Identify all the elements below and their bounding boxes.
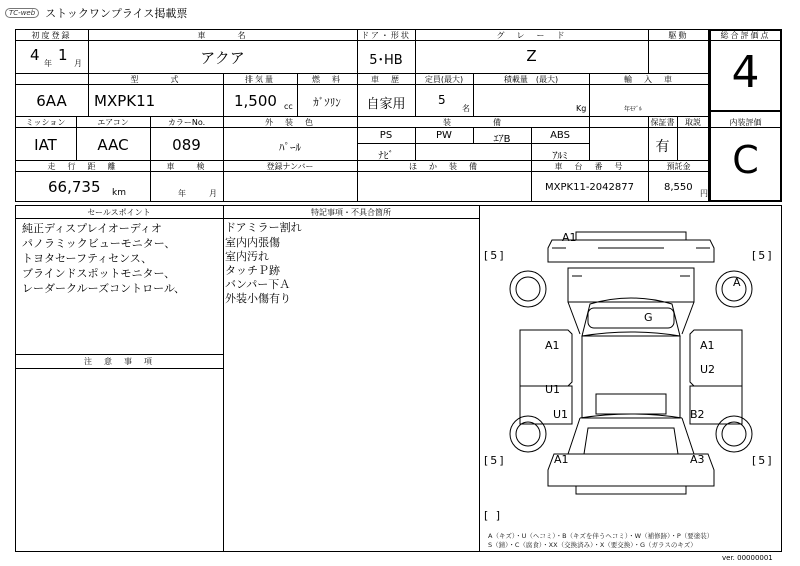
right-door-front	[690, 330, 742, 386]
deposit-unit: 円	[700, 189, 708, 198]
label-chassis-no: 車 台 番 号	[554, 162, 625, 171]
label-remarks: 特記事項・不具合箇所	[311, 208, 391, 217]
label-color-no: カラーNo.	[167, 118, 206, 127]
label-grade: グ レ ー ド	[496, 31, 567, 40]
damage-mark-right-front-wheel: A	[733, 276, 741, 289]
fuel: ｶﾞｿﾘﾝ	[313, 96, 341, 109]
label-capacity: 定員(最大)	[424, 75, 464, 84]
label-load: 積載量 (最大)	[503, 75, 559, 84]
car-name: アクア	[200, 49, 245, 67]
equip-alloy: ｱﾙﾐ	[552, 151, 568, 162]
inspection-month-unit: 月	[209, 189, 217, 198]
equip-ps: PS	[379, 130, 393, 141]
remark-2: 室内内張傷	[225, 236, 280, 249]
capacity: 5	[438, 93, 446, 107]
page-header	[5, 5, 187, 21]
damage-mark-right-door: A1	[700, 339, 715, 352]
label-warranty: 保証書	[650, 118, 675, 127]
damage-mark-left-rear-quarter: U1	[553, 408, 569, 421]
label-door-shape: ドア・形状	[361, 31, 411, 40]
mileage: 66,735	[48, 178, 101, 196]
label-fuel: 燃 料	[312, 75, 342, 84]
history: 自家用	[366, 97, 406, 112]
grade: Z	[526, 47, 537, 65]
windshield	[582, 298, 680, 336]
label-model: 型 式	[130, 75, 181, 84]
tire-depth-front-right: [5]	[752, 249, 774, 262]
reg-year: 4	[30, 46, 40, 64]
spare-tire-depth: [ ]	[484, 509, 503, 522]
damage-mark-rear-right: A3	[690, 453, 705, 466]
company-logo: TC-web	[5, 8, 39, 18]
label-mileage: 走 行 距 離	[47, 162, 118, 171]
hood	[568, 268, 694, 302]
mileage-unit: km	[112, 188, 126, 198]
chassis-no: MXPK11-2042877	[545, 182, 634, 193]
label-plate: 登録ナンバー	[266, 162, 314, 171]
label-aircon: エアコン	[97, 118, 129, 127]
model-prefix: 6AA	[36, 92, 67, 110]
load-unit: Kg	[576, 104, 587, 113]
label-mission: ミッション	[25, 118, 66, 127]
label-displacement: 排気量	[245, 75, 275, 84]
ext-color: ﾊﾟｰﾙ	[279, 141, 301, 154]
label-equipment: 装 備	[443, 118, 503, 127]
damage-mark-right-rear-quarter: B2	[690, 408, 705, 421]
front-grille-outline	[576, 232, 686, 240]
sales-point-5: レーダークルーズコントロール、	[22, 282, 186, 295]
label-overall-score: 総合評価点	[720, 31, 771, 40]
tire-depth-front-left: [5]	[484, 249, 506, 262]
tire-depth-rear-left: [5]	[484, 454, 506, 467]
aircon: AAC	[97, 136, 129, 154]
overall-score: 4	[731, 47, 760, 98]
damage-mark-rear-left: A1	[554, 453, 569, 466]
remark-6: 外装小傷有り	[225, 292, 291, 305]
damage-legend-line-2: S（錆）・C（腐食）・XX（交換済み）・X（要交換）・G（ガラスのキズ）	[488, 541, 697, 549]
damage-mark-right-door-lower: U2	[700, 363, 716, 376]
sales-point-2: パノラミックビューモニター、	[22, 237, 176, 250]
label-history: 車 歴	[371, 75, 401, 84]
model-code: MXPK11	[94, 92, 156, 110]
tire-depth-rear-right: [5]	[752, 454, 774, 467]
label-interior-score: 内装評価	[729, 118, 762, 127]
label-ext-color: 外 装 色	[265, 118, 315, 127]
door-shape: 5･HB	[369, 53, 403, 68]
inspection-year-unit: 年	[178, 189, 186, 198]
wheel-rear-right	[716, 416, 752, 452]
rear-valance-outline	[576, 486, 686, 494]
sales-point-1: 純正ディスプレイオーディオ	[22, 222, 162, 235]
page-title: ストックワンプライス掲載票	[45, 7, 188, 20]
import-unit: 年ﾓﾃﾞﾙ	[624, 106, 643, 113]
label-first-reg: 初度登録	[31, 31, 72, 40]
equip-airbag: ｴｱB	[493, 134, 511, 145]
label-sales-point: セールスポイント	[87, 208, 151, 217]
remark-1: ドアミラー割れ	[225, 221, 302, 234]
label-car-name: 車 名	[197, 31, 248, 40]
displacement-unit: cc	[284, 102, 293, 111]
displacement: 1,500	[234, 92, 277, 110]
label-caution: 注 意 事 項	[84, 357, 154, 366]
interior-score: C	[732, 138, 759, 182]
trunk-lid	[596, 394, 666, 414]
label-other-equip: ほ か 装 備	[409, 162, 479, 171]
remark-3: 室内汚れ	[225, 250, 269, 263]
remark-4: タッチＰ跡	[225, 264, 280, 277]
damage-mark-left-door: A1	[545, 339, 560, 352]
rear-window	[584, 428, 678, 454]
damage-mark-left-rear-door: U1	[545, 383, 561, 396]
label-import: 輸 入 車	[624, 75, 674, 84]
damage-mark-front-bumper: A1	[562, 231, 577, 244]
color-no: 089	[172, 136, 201, 154]
wheel-front-left	[510, 271, 546, 307]
sales-point-4: ブラインドスポットモニター、	[22, 267, 176, 280]
sales-point-3: トヨタセーフティセンス、	[22, 252, 153, 265]
warranty: 有	[655, 139, 670, 155]
equip-navi: ﾅﾋﾞ	[378, 151, 394, 162]
reg-month: 1	[58, 46, 68, 64]
damage-legend-line-1: A（キズ）・U（ヘコミ）・B（キズを伴うヘコミ）・W（補修跡）・P（要塗装）	[488, 532, 714, 540]
deposit: 8,550	[664, 182, 693, 193]
mission: IAT	[34, 136, 57, 154]
equip-abs: ABS	[550, 130, 570, 141]
label-manual: 取説	[685, 118, 701, 127]
roof	[582, 336, 680, 418]
remark-5: バンパー下Ａ	[225, 278, 291, 291]
reg-year-unit: 年	[44, 59, 52, 68]
version-label: ver. 00000001	[722, 554, 773, 562]
label-inspection: 車 検	[166, 162, 207, 171]
car-damage-diagram	[480, 218, 782, 528]
capacity-unit: 名	[462, 104, 470, 113]
damage-mark-windshield: G	[644, 311, 653, 324]
reg-month-unit: 月	[74, 59, 82, 68]
label-drive: 駆動	[668, 31, 689, 40]
equip-pw: PW	[436, 130, 452, 141]
wheel-rear-left	[510, 416, 546, 452]
label-deposit: 預託金	[666, 162, 691, 171]
